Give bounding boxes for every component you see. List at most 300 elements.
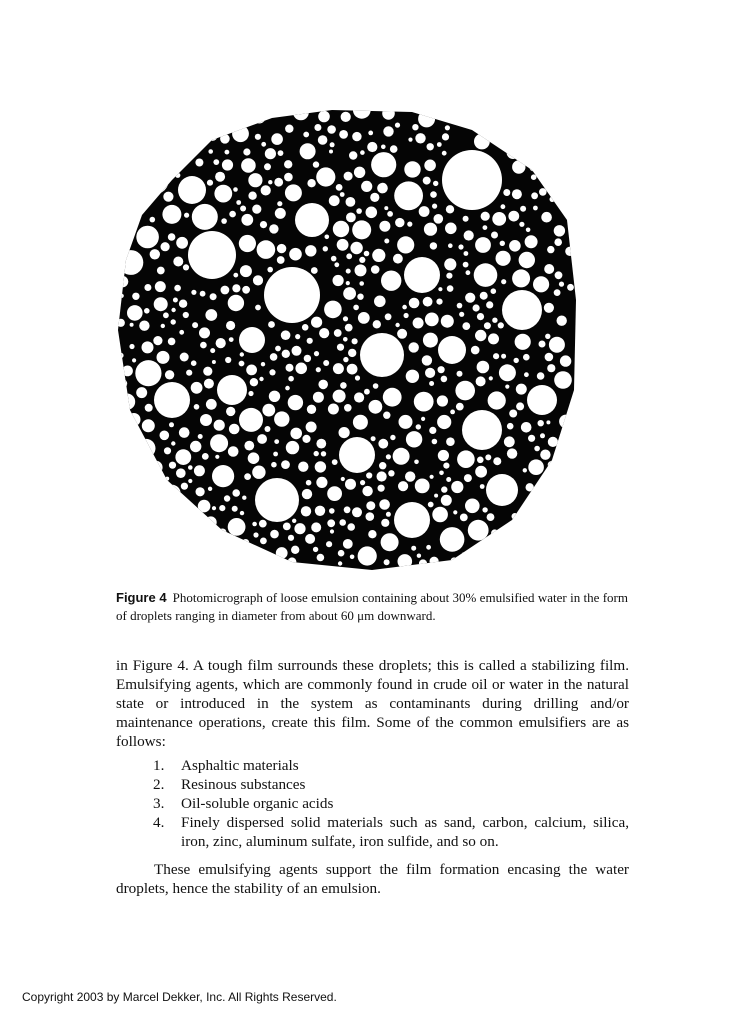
droplet [216,338,226,348]
droplet [195,159,203,167]
droplet [313,547,318,552]
droplet [257,434,267,444]
droplet [260,554,267,561]
droplet [394,181,423,210]
droplet [290,428,302,440]
list-number: 3. [153,795,165,812]
droplet [332,459,338,465]
droplet [377,471,387,481]
droplet [262,404,275,417]
droplet [184,213,189,218]
droplet [384,559,390,565]
droplet [178,550,183,555]
droplet [442,133,449,140]
droplet [327,125,336,134]
list-text: Resinous substances [181,776,306,793]
droplet [520,516,526,522]
droplet [175,449,191,465]
droplet [414,460,419,465]
droplet [337,344,344,351]
droplet [130,323,134,327]
droplet [313,161,319,167]
droplet [208,487,212,491]
droplet [533,104,543,114]
droplet [546,420,550,424]
droplet [169,422,174,427]
droplet [169,462,176,469]
droplet [274,178,283,187]
droplet [214,125,219,130]
emulsion-photomicrograph [112,100,580,570]
droplet [291,546,299,554]
droplet [468,520,489,541]
droplet [368,530,376,538]
droplet [512,513,519,520]
droplet [225,150,230,155]
droplet [239,235,256,252]
droplet [567,284,574,291]
droplet [221,218,227,224]
droplet [314,351,319,356]
droplet [427,143,434,150]
droplet [529,162,539,172]
droplet [423,177,431,185]
droplet [409,298,420,309]
droplet [276,547,288,559]
droplet [558,505,568,515]
droplet [213,159,219,165]
droplet [474,134,490,150]
droplet [534,528,545,539]
droplet [464,230,474,240]
droplet [127,413,140,426]
droplet [545,353,554,362]
droplet [197,144,202,149]
droplet [397,329,407,339]
droplet [257,240,276,259]
droplet [345,324,353,332]
droplet [371,436,376,441]
droplet [205,516,217,528]
droplet [553,485,567,499]
droplet [139,321,149,331]
droplet [211,561,216,566]
droplet [414,392,434,412]
droplet [383,126,393,136]
droplet [432,204,437,209]
droplet [521,422,532,433]
droplet [464,251,469,256]
droplet [316,167,335,186]
droplet [433,181,438,186]
droplet [555,271,563,279]
droplet [551,152,556,157]
droplet [210,348,215,353]
droplet [115,235,127,247]
droplet [539,341,546,348]
droplet [451,557,458,564]
droplet [361,181,372,192]
droplet [374,296,386,308]
droplet [316,477,327,488]
droplet [407,222,412,227]
droplet [307,179,315,187]
droplet [168,338,176,346]
droplet [265,148,276,159]
droplet [355,264,367,276]
figure-label: Figure 4 [116,590,167,605]
droplet [293,105,309,121]
droplet [441,315,454,328]
emulsifier-list [116,756,629,851]
droplet [439,471,444,476]
droplet [239,111,246,118]
droplet [413,318,424,329]
droplet [253,110,266,123]
droplet [523,468,527,472]
droplet [520,206,526,212]
droplet [383,388,402,407]
droplet [440,527,465,552]
droplet [559,440,570,451]
droplet [198,434,203,439]
droplet [371,152,396,177]
droplet [163,312,169,318]
droplet [512,269,530,287]
droplet [171,308,175,312]
droplet [517,543,527,553]
droplet [201,548,206,553]
droplet [352,132,361,141]
droplet [356,208,362,214]
droplet [458,244,463,249]
droplet [255,134,261,140]
droplet [215,172,225,182]
droplet [126,488,130,492]
droplet [253,532,258,537]
droplet [516,402,524,410]
droplet [424,223,437,236]
droplet [144,308,150,314]
droplet [491,232,498,239]
droplet [248,452,260,464]
droplet [525,135,536,146]
droplet [509,240,521,252]
droplet [474,263,498,287]
droplet [554,238,562,246]
droplet [119,250,144,275]
droplet [302,489,312,499]
droplet [409,342,419,352]
droplet [157,267,165,275]
droplet [352,507,362,517]
droplet [348,349,356,357]
droplet [283,523,291,531]
droplet [242,286,250,294]
droplet [199,114,206,121]
droplet [215,455,219,459]
droplet [432,507,448,523]
droplet [260,221,267,228]
droplet [488,391,506,409]
droplet [269,224,278,233]
droplet [360,333,404,377]
droplet [268,321,275,328]
droplet [145,404,153,412]
droplet [397,236,414,253]
droplet [447,285,454,292]
droplet [423,297,433,307]
droplet [144,284,151,291]
droplet [398,481,408,491]
droplet [212,506,216,510]
droplet [386,512,391,517]
droplet [434,214,444,224]
droplet [422,355,432,365]
droplet [537,129,545,137]
droplet [362,486,372,496]
droplet [537,480,548,491]
droplet [270,530,279,539]
droplet [228,446,239,457]
droplet [498,322,504,328]
droplet [428,502,434,508]
droplet [200,291,206,297]
droplet [360,150,365,155]
droplet [273,452,278,457]
droplet [175,173,180,178]
droplet [286,364,294,372]
droplet [493,353,499,359]
droplet [121,190,126,195]
droplet [250,378,258,386]
droplet [170,534,177,541]
droplet [160,431,170,441]
droplet [165,477,169,481]
droplet [255,305,261,311]
droplet [171,319,176,324]
droplet [191,382,203,394]
droplet [385,313,392,320]
droplet [192,322,198,328]
droplet [211,107,221,117]
droplet [492,318,497,323]
droplet [438,336,466,364]
droplet [554,518,569,533]
droplet [486,474,518,506]
droplet [448,243,453,248]
droplet [430,242,437,249]
droplet [284,173,293,182]
droplet [130,118,137,125]
droplet [540,450,550,460]
droplet [486,301,493,308]
droplet [185,550,197,562]
list-text: Finely dispersed solid materials such as sand, carbon, calcium, silica, iron, zinc, aluminum sulfate, iron sulfide, and so on. [181,814,629,850]
droplet [295,203,329,237]
droplet [344,172,353,181]
droplet [373,320,381,328]
droplet [318,135,328,145]
droplet [353,415,368,430]
paragraph: These emulsifying agents support the film formation encasing the water droplets, hence the stability of an emulsion. [116,861,629,897]
droplet [261,185,271,195]
droplet [523,354,530,361]
droplet [481,212,490,221]
droplet [460,514,468,522]
droplet [311,522,321,532]
droplet [314,451,319,456]
droplet [462,410,502,450]
droplet [343,357,348,362]
droplet [350,242,362,254]
droplet [557,316,567,326]
droplet [122,533,129,540]
droplet [331,256,337,262]
droplet [313,392,324,403]
droplet [338,561,342,565]
droplet [519,252,535,268]
droplet [122,366,133,377]
droplet [519,222,524,227]
droplet [393,254,403,264]
droplet [416,424,421,429]
droplet [228,518,246,536]
droplet [383,412,390,419]
droplet [459,312,464,317]
droplet [182,142,188,148]
droplet [438,287,442,291]
droplet [329,508,335,514]
droplet [183,312,189,318]
droplet [117,379,127,389]
droplet [333,275,344,286]
droplet [453,510,457,514]
droplet [134,518,139,523]
droplet [395,218,404,227]
droplet [358,546,377,565]
droplet [274,411,289,426]
droplet [353,101,371,119]
droplet [343,539,353,549]
droplet [123,199,142,218]
droplet [155,281,166,292]
droplet [289,248,302,261]
figure-caption [116,589,628,625]
droplet [553,170,560,177]
droplet [498,100,518,119]
droplet [404,161,420,177]
droplet [496,251,511,266]
droplet [278,150,284,156]
droplet [338,550,345,557]
droplet [537,372,545,380]
droplet [526,228,531,233]
droplet [350,555,355,560]
droplet [180,539,187,546]
droplet [242,539,249,546]
droplet [393,448,410,465]
droplet [504,436,515,447]
droplet [323,246,328,251]
droplet [463,262,469,268]
droplet [307,405,316,414]
droplet [493,457,501,465]
droplet [324,301,342,319]
droplet [394,502,430,538]
droplet [482,542,497,557]
droplet [124,228,129,233]
droplet [292,519,296,523]
droplet [274,439,279,444]
droplet [556,108,569,121]
droplet [527,385,557,415]
droplet [485,454,491,460]
droplet [507,448,517,458]
droplet [344,506,351,513]
droplet [446,437,455,446]
droplet [239,361,245,367]
droplet [191,290,196,295]
droplet [161,242,170,251]
droplet [505,549,514,558]
droplet [305,245,316,256]
droplet [425,313,439,327]
droplet [264,267,320,323]
droplet [253,560,257,564]
droplet [379,462,386,469]
droplet [285,184,302,201]
droplet [241,158,256,173]
droplet [311,267,318,274]
droplet [248,391,253,396]
droplet [208,149,213,154]
list-text: Asphaltic materials [181,757,299,774]
droplet [550,536,562,548]
droplet [568,545,572,549]
droplet [477,457,484,464]
droplet [162,205,181,224]
droplet [545,160,554,169]
droplet [507,423,514,430]
droplet [437,142,442,147]
droplet [426,545,431,550]
droplet [329,195,340,206]
droplet [339,130,348,139]
droplet [259,377,263,381]
droplet [381,533,399,551]
droplet [261,142,266,147]
droplet [288,535,294,541]
droplet [318,111,330,123]
droplet [366,472,372,478]
droplet [298,462,308,472]
droplet [477,313,484,320]
droplet [311,317,322,328]
droplet [212,360,216,364]
droplet [544,303,554,313]
droplet [343,287,356,300]
droplet [357,294,363,300]
droplet [229,424,240,435]
droplet [491,288,497,294]
droplet [408,138,412,142]
droplet [173,257,183,267]
droplet [370,193,379,202]
droplet [437,415,451,429]
droplet [340,192,345,197]
droplet [475,237,491,253]
